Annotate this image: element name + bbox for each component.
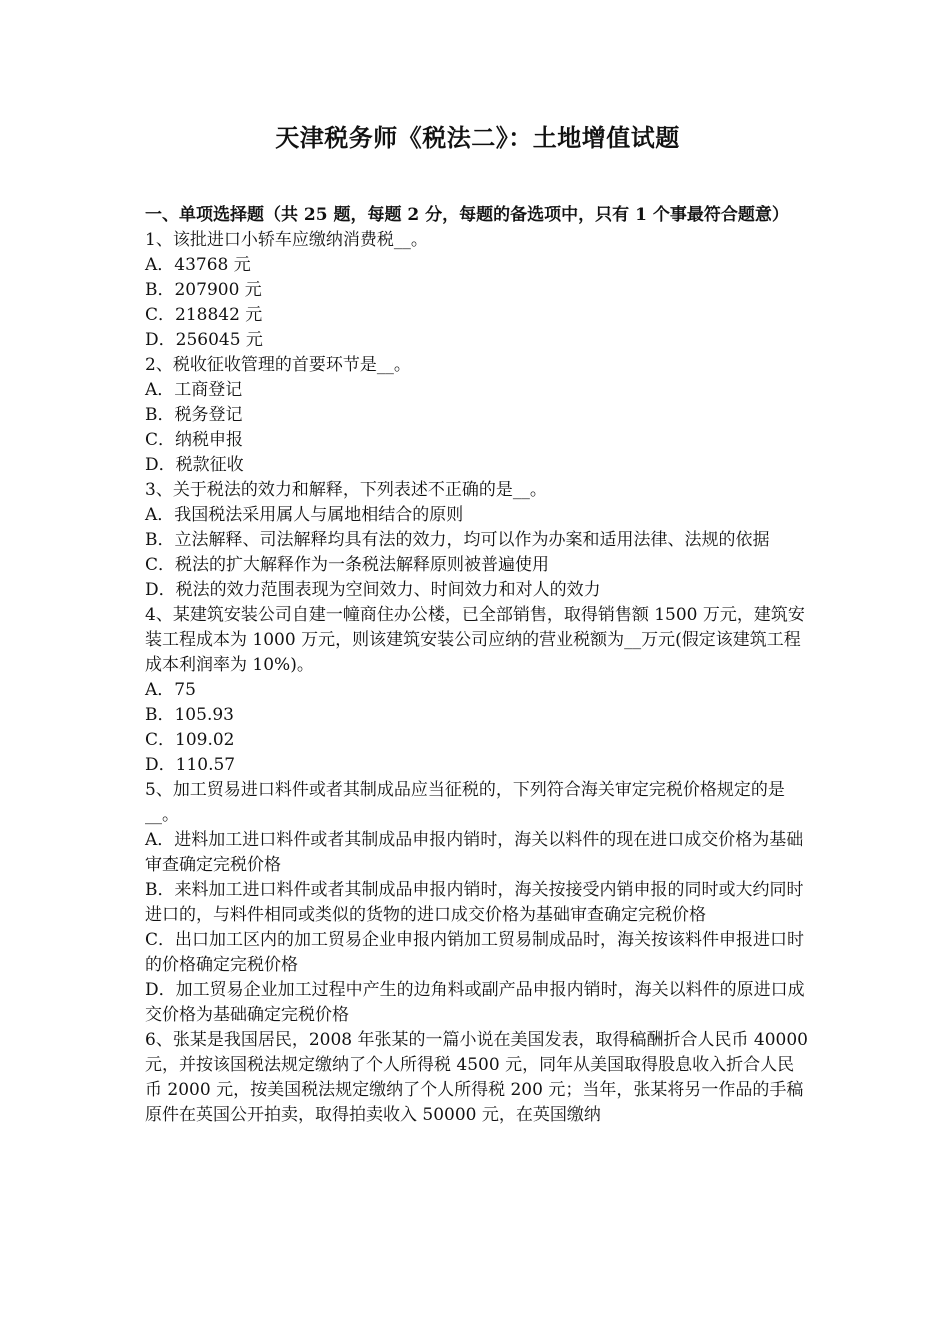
question-3-stem: 3、关于税法的效力和解释，下列表述不正确的是__。	[145, 480, 547, 500]
question-1-option-a: A．43768 元	[145, 255, 251, 275]
question-4-option-c: C．109.02	[145, 730, 235, 750]
question-3-option-a: A．我国税法采用属人与属地相结合的原则	[145, 505, 464, 525]
document-title: 天津税务师《税法二》：土地增值试题	[275, 123, 680, 152]
question-2-option-b: B．税务登记	[145, 405, 243, 425]
question-1-option-b: B．207900 元	[145, 280, 262, 300]
question-5-stem: 5、加工贸易进口料件或者其制成品应当征税的，下列符合海关审定完税价格规定的是__。	[145, 780, 785, 825]
question-5-option-d: D．加工贸易企业加工过程中产生的边角料或副产品申报内销时，海关以料件的原进口成交价格为基础确定完税价格	[145, 980, 805, 1025]
question-1-stem: 1、该批进口小轿车应缴纳消费税__。	[145, 230, 428, 250]
question-4-option-a: A．75	[145, 680, 196, 700]
question-2-option-a: A．工商登记	[145, 380, 243, 400]
question-5-option-c: C．出口加工区内的加工贸易企业申报内销加工贸易制成品时，海关按该料件申报进口时的价格确定完税价格	[145, 930, 805, 975]
question-6-stem: 6、张某是我国居民，2008 年张某的一篇小说在美国发表，取得稿酬折合人民币 40000 元，并按该国税法规定缴纳了个人所得税 4500 元，同年从美国取得股息收入折合人民币 2000 元，按美国税法规定缴纳了个人所得税 200 元；当年，张某将另一作品的手稿原件在英国公开拍卖，取得拍卖收入 50000 元，在英国缴纳	[145, 1030, 808, 1125]
question-4-option-b: B．105.93	[145, 705, 234, 725]
question-3-option-d: D．税法的效力范围表现为空间效力、时间效力和对人的效力	[145, 580, 601, 600]
question-1-option-d: D．256045 元	[145, 330, 263, 350]
question-3-option-b: B．立法解释、司法解释均具有法的效力，均可以作为办案和适用法律、法规的依据	[145, 530, 770, 550]
question-4-stem: 4、某建筑安装公司自建一幢商住办公楼，已全部销售，取得销售额 1500 万元，建筑安装工程成本为 1000 万元，则该建筑安装公司应纳的营业税额为__万元(假定该建筑工程成本利润率为 10%)。	[145, 605, 805, 675]
question-2-stem: 2、税收征收管理的首要环节是__。	[145, 355, 411, 375]
question-5-option-b: B．来料加工进口料件或者其制成品申报内销时，海关按接受内销申报的同时或大约同时进口的，与料件相同或类似的货物的进口成交价格为基础审查确定完税价格	[145, 880, 804, 925]
question-4-option-d: D．110.57	[145, 755, 236, 775]
question-2-option-d: D．税款征收	[145, 455, 244, 475]
question-1-option-c: C．218842 元	[145, 305, 263, 325]
question-5-option-a: A．进料加工进口料件或者其制成品申报内销时，海关以料件的现在进口成交价格为基础审查确定完税价格	[145, 830, 804, 875]
question-3-option-c: C．税法的扩大解释作为一条税法解释原则被普遍使用	[145, 555, 550, 575]
section-heading: 一、单项选择题（共 25 题，每题 2 分，每题的备选项中，只有 1 个事最符合题意）	[145, 205, 789, 225]
question-2-option-c: C．纳税申报	[145, 430, 244, 450]
